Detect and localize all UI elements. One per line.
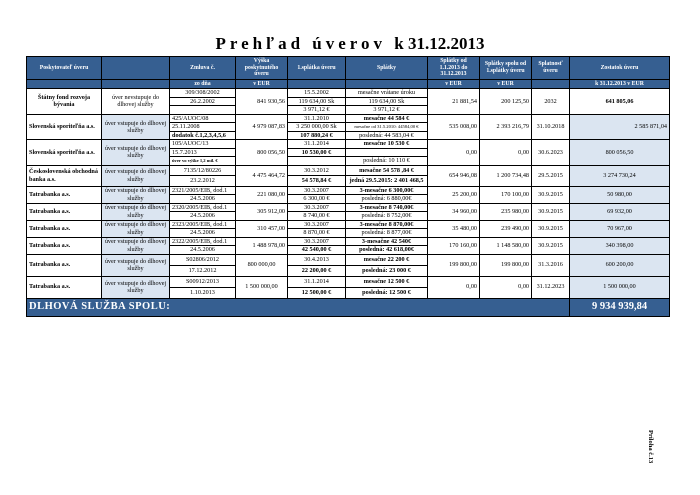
total-row: [27, 298, 670, 316]
header-due: Splatnosť úveru: [532, 57, 570, 80]
provider-cell: Tatrabanka a.s.: [27, 254, 102, 276]
header-provider: Poskytovateľ úveru: [27, 57, 102, 80]
note-cell: úver vstupuje do dlhovej služby: [102, 186, 170, 203]
table-row: Slovenská sporiteľňa a.s. úver vstupuje do dlhovej služby 105/AUOC/13 800 056,50 31.1.2014 mesačne 10 530 € 0,00 0,00 30.6.2023 800 056,50: [27, 140, 670, 149]
provider-cell: Tatrabanka a.s.: [27, 220, 102, 237]
balance-cell: 70 967,00: [570, 220, 670, 237]
provider-cell: Československá obchodná banka a.s.: [27, 165, 102, 186]
note-cell: úver vstupuje do dlhovej služby: [102, 114, 170, 140]
balance-cell: 641 805,06: [570, 89, 670, 115]
note-cell: úver nevstupuje do dlhovej služby: [102, 89, 170, 115]
header-paid-total: Splátky spolu od 1.splátky úveru: [480, 57, 532, 80]
note-cell: úver vstupuje do dlhovej služby: [102, 140, 170, 166]
provider-cell: Štátny fond rozvoja bývania: [27, 89, 102, 115]
table-row: Tatrabanka a.s. úver vstupuje do dlhovej služby 2320/2005/EIB, dod.1 305 912,00 30.3.2007 3-mesačne 8 740,00€ 34 960,00 235 980,00 30.9.2015 69 932,00: [27, 203, 670, 212]
table-row: Tatrabanka a.s. úver vstupuje do dlhovej služby 2323/2005/EIB, dod.1 310 457,00 30.3.2007 3-mesačne 8 870,00€ 35 480,00 239 490,00 30.9.2015 70 967,00: [27, 220, 670, 229]
balance-cell: 2 585 871,04: [570, 114, 670, 140]
table-row: Slovenská sporiteľňa a.s. úver vstupuje do dlhovej služby 425/AUOC/08 4 979 087,83 31.1.2010 mesačne 44 584 € 535 008,00 2 393 216,79 31.10.2018 2 585 871,04: [27, 114, 670, 123]
balance-cell: 340 398,00: [570, 237, 670, 254]
note-cell: úver vstupuje do dlhovej služby: [102, 276, 170, 298]
balance-cell: 69 932,00: [570, 203, 670, 220]
header-paid-total-unit: v EUR: [480, 80, 532, 89]
header-contract-date: zo dňa: [170, 80, 236, 89]
header-balance: Zostatok úveru: [570, 57, 670, 80]
side-label: Príloha č.13: [647, 430, 654, 464]
provider-cell: Tatrabanka a.s.: [27, 276, 102, 298]
header-amount-unit: v EUR: [236, 80, 288, 89]
note-cell: úver vstupuje do dlhovej služby: [102, 203, 170, 220]
note-cell: úver vstupuje do dlhovej služby: [102, 237, 170, 254]
note-cell: úver vstupuje do dlhovej služby: [102, 254, 170, 276]
amount-cell: 1 500 000,00: [236, 276, 288, 298]
amount-cell: 4 979 087,83: [236, 114, 288, 140]
table-row: Štátny fond rozvoja bývania úver nevstupuje do dlhovej služby 309/308/2002 841 930,56 15.5.2002 mesačne vrátane úroku 21 881,54 200 125,50 2032 641 805,06: [27, 89, 670, 98]
page-title: [0, 34, 700, 54]
header-paid-year: Splátky od 1.1.2013 do 31.12.2013: [428, 57, 480, 80]
table-row: Československá obchodná banka a.s. úver vstupuje do dlhovej služby 7135/12/80226 4 475 464,72 30.3.2012 mesačne 54 578 ,84 € 654 946,08 1 200 734,48 29.5.2015 3 274 730,24: [27, 165, 670, 176]
amount-cell: 800 056,50: [236, 140, 288, 166]
balance-cell: 600 200,00: [570, 254, 670, 276]
provider-cell: Tatrabanka a.s.: [27, 237, 102, 254]
header-blank: [102, 57, 170, 80]
balance-cell: 800 056,50: [570, 140, 670, 166]
note-cell: úver vstupuje do dlhovej služby: [102, 165, 170, 186]
title-date: k 31.12.2013: [394, 34, 485, 53]
balance-cell: 50 980,00: [570, 186, 670, 203]
amount-cell: 305 912,00: [236, 203, 288, 220]
provider-cell: Tatrabanka a.s.: [27, 203, 102, 220]
amount-cell: 800 000,00: [236, 254, 288, 276]
table-row: Tatrabanka a.s. úver vstupuje do dlhovej služby 2322/2005/EIB, dod.1 1 488 978,00 30.3.2007 3-mesačne 42 540€ 170 160,00 1 148 580,00 30.9.2015 340 398,00: [27, 237, 670, 246]
provider-cell: Slovenská sporiteľňa a.s.: [27, 140, 102, 166]
loans-table: Poskytovateľ úveru Zmluva č. Výška poskytnutého úveru 1.splátka úveru Splátky Splátky od 1.1.2013 do 31.12.2013 Splátky spolu od 1.splátky úveru Splatnosť úveru Zostatok úveru zo dňa v EUR v EUR v EUR k 31.12.2013 v EUR Štátny fond rozvoja bývania úver nevstupuje do dlhovej služby 309/308/2002 841 930,56 15.5.2002 mesačne vrátane úroku 21 881,54 200 125,50 2032 641 805,06 26.2.2002 119 634,00 Sk 119 634,00 Sk 3 971,12 € 3 971,12 € Slovenská sporiteľňa a.s. úver vstupuje do dlhovej služby 425/AUOC/08 4 979 087,83 31.1.2010 mesačne 44 584 € 535 008,00 2 393 216,79 31.10.2018 2 585 871,04 25.11.2008 3 250 000,00 Sk mesačne od 31.5.2010: 44584,00 € dodatok č.1,2,3,4,5,6 107 880,24 € posledná: 44 583,04 € Slovenská sporiteľňa a.s. úver vstupuje do dlhovej služby 105/AUOC/13 800 056,50 31.1.2014 mesačne 10 530 € 0,00 0,00 30.6.2023 800 056,50 15.7.2013 10 530,00 € úver vo výške 1,2 mil. € posledná: 10 110 € Československá obchodná banka a.s. úver vstupuje do dlhovej služby 7135/12/80226 4 475 464,72 30.3.2012 mesačne 54 578 ,84 € 654 946,08 1 200 734,48 29.5.2015 3 274 730,24 23.2.2012 54 578,84 € jedná 29.5.2015: 2 401 468,5 Tatrabanka a.s. úver vstupuje do dlhovej služby 2321/2005/EIB, dod.1 221 080,00 30.3.2007 3-mesačne 6 300,00€ 25 200,00 170 100,00 30.9.2015 50 980,00 24.5.2006 6 300,00 € posledná: 6 880,00€ Tatrabanka a.s. úver vstupuje do dlhovej služby 2320/2005/EIB, dod.1 305 912,00 30.3.2007 3-mesačne 8 740,00€ 34 960,00 235 980,00 30.9.2015 69 932,00 24.5.2006 8 740,00 € posledná: 8 752,00€ Tatrabanka a.s. úver vstupuje do dlhovej služby 2323/2005/EIB, dod.1 310 457,00 30.3.2007 3-mesačne 8 870,00€ 35 480,00 239 490,00 30.9.2015 70 967,00 24.5.2006 8 870,00 € posledná: 8 877,00€ Tatrabanka a.s. úver vstupuje do dlhovej služby 2322/2005/EIB, dod.1 1 488 978,00 30.3.2007 3-mesačne 42 540€ 170 160,00 1 148 580,00 30.9.2015 340 398,00 24.5.2006 42 540,00 € posledná: 42 618,00€ Tatrabanka a.s. úver vstupuje do dlhovej služby S02806/2012 800 000,00 30.4.2013 mesačne 22 200 € 199 800,00 199 800,00 31.3.2016 600 200,00 17.12.2012 22 200,00 € posledná: 23 000 € Tatrabanka a.s. úver vstupuje do dlhovej služby S00912/2013 1 500 000,00 31.1.2014 mesačne 12 500 € 0,00 0,00 31.12.2023 1 500 000,00 1.10.2013 12 500,00 € posledná: 12 500 € DLHOVÁ SLUŽBA SPOLU: 9 934 939,84: [26, 56, 670, 317]
total-amount: 9 934 939,84: [570, 298, 670, 316]
table-row: Tatrabanka a.s. úver vstupuje do dlhovej služby S02806/2012 800 000,00 30.4.2013 mesačne 22 200 € 199 800,00 199 800,00 31.3.2016 600 200,00: [27, 254, 670, 265]
header-amount: Výška poskytnutého úveru: [236, 57, 288, 80]
total-label: DLHOVÁ SLUŽBA SPOLU:: [27, 298, 570, 316]
amount-cell: 841 930,56: [236, 89, 288, 115]
table-row: Tatrabanka a.s. úver vstupuje do dlhovej služby S00912/2013 1 500 000,00 31.1.2014 mesačne 12 500 € 0,00 0,00 31.12.2023 1 500 000,00: [27, 276, 670, 287]
amount-cell: 310 457,00: [236, 220, 288, 237]
table-row: Tatrabanka a.s. úver vstupuje do dlhovej služby 2321/2005/EIB, dod.1 221 080,00 30.3.2007 3-mesačne 6 300,00€ 25 200,00 170 100,00 30.9.2015 50 980,00: [27, 186, 670, 195]
balance-cell: 1 500 000,00: [570, 276, 670, 298]
header-paid-year-unit: v EUR: [428, 80, 480, 89]
title-main: Prehľad úverov: [215, 34, 387, 53]
header-contract: Zmluva č.: [170, 57, 236, 80]
balance-cell: 3 274 730,24: [570, 165, 670, 186]
header-payments: Splátky: [346, 57, 428, 80]
amount-cell: 1 488 978,00: [236, 237, 288, 254]
amount-cell: 4 475 464,72: [236, 165, 288, 186]
provider-cell: Tatrabanka a.s.: [27, 186, 102, 203]
header-first-payment: 1.splátka úveru: [288, 57, 346, 80]
provider-cell: Slovenská sporiteľňa a.s.: [27, 114, 102, 140]
header-balance-unit: k 31.12.2013 v EUR: [570, 80, 670, 89]
note-cell: úver vstupuje do dlhovej služby: [102, 220, 170, 237]
amount-cell: 221 080,00: [236, 186, 288, 203]
